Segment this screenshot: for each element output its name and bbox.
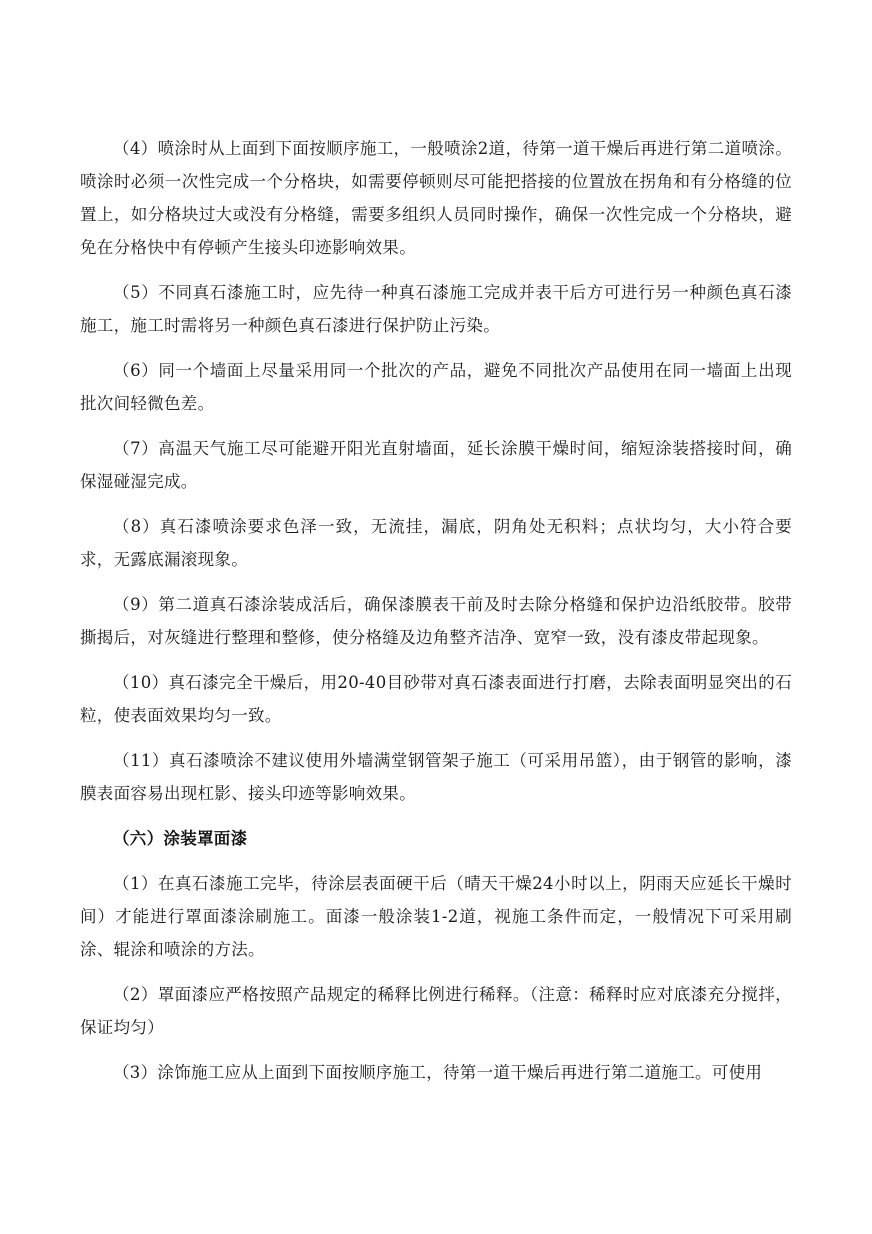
section-heading: （六）涂装罩面漆 (113, 829, 248, 848)
paragraph-topcoat-3: （3）涂饰施工应从上面到下面按顺序施工，待第一道干燥后再进行第二道施工。可使用 (113, 1063, 763, 1082)
paragraph-step-4: （4）喷涂时从上面到下面按顺序施工，一般喷涂2道，待第一道干燥后再进行第二道喷涂。喷涂时必须一次性完成一个分格块，如需要停顿则尽可能把搭接的位置放在拐角和有分格缝的位置上，如分格块过大或没有分格缝，需要多组织人员同时操作，确保一次性完成一个分格块，避免在分格快中有停顿产生接头印迹影响效果。 (80, 139, 792, 257)
paragraph-topcoat-2: （2）罩面漆应严格按照产品规定的稀释比例进行稀释。（注意：稀释时应对底漆充分搅拌，保证均匀） (80, 985, 792, 1037)
paragraph-step-6: （6）同一个墙面上尽量采用同一个批次的产品，避免不同批次产品使用在同一墙面上出现批次间轻微色差。 (80, 361, 792, 413)
paragraph-step-8: （8）真石漆喷涂要求色泽一致，无流挂，漏底，阴角处无积料；点状均匀，大小符合要求，无露底漏滚现象。 (80, 517, 792, 569)
paragraph-step-5: （5）不同真石漆施工时，应先待一种真石漆施工完成并表干后方可进行另一种颜色真石漆施工，施工时需将另一种颜色真石漆进行保护防止污染。 (80, 283, 792, 335)
paragraph-topcoat-1: （1）在真石漆施工完毕，待涂层表面硬干后（晴天干燥24小时以上，阴雨天应延长干燥时间）才能进行罩面漆涂刷施工。面漆一般涂装1-2道，视施工条件而定，一般情况下可采用刷涂、辊涂和喷涂的方法。 (80, 874, 792, 959)
paragraph-step-10: （10）真石漆完全干燥后，用20-40目砂带对真石漆表面进行打磨，去除表面明显突出的石粒，使表面效果均匀一致。 (80, 673, 792, 725)
paragraph-step-7: （7）高温天气施工尽可能避开阳光直射墙面，延长涂膜干燥时间，缩短涂装搭接时间，确保湿碰湿完成。 (80, 439, 792, 491)
paragraph-step-11: （11）真石漆喷涂不建议使用外墙满堂钢管架子施工（可采用吊篮），由于钢管的影响，漆膜表面容易出现杠影、接头印迹等影响效果。 (80, 751, 792, 803)
paragraph-step-9: （9）第二道真石漆涂装成活后，确保漆膜表干前及时去除分格缝和保护边沿纸胶带。胶带撕揭后，对灰缝进行整理和整修，使分格缝及边角整齐洁净、宽窄一致，没有漆皮带起现象。 (80, 595, 792, 647)
